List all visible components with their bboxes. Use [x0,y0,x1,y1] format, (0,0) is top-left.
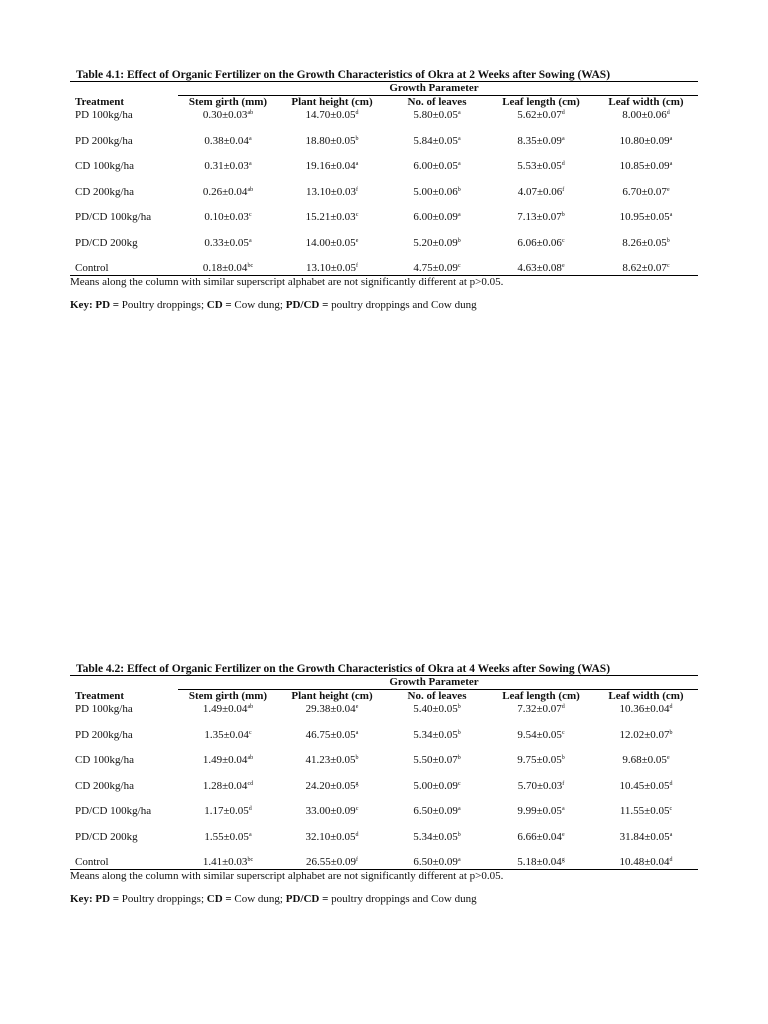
significance-letter: b [669,729,673,736]
value-cell [392,754,482,767]
significance-letter: e [666,755,670,761]
header-row [70,96,698,109]
significance-letter: d [561,110,565,116]
value-cell [392,703,482,716]
table-note: Means along the column with similar superscript alphabet are not significantly different at p>0.05. [70,870,504,882]
significance-letter: a [669,212,673,218]
table-caption: Table 4.2: Effect of Organic Fertilizer on the Growth Characteristics of Okra at 4 Weeks after Sowing (WAS) [76,663,611,675]
significance-letter: d [561,704,565,710]
value-cell [184,780,272,793]
value-cell [497,109,585,122]
cell-value: 4.75±0.09 [413,262,458,274]
cell-value: 4.07±0.06 [517,185,563,198]
significance-letter: d [355,831,359,838]
significance-letter: a [355,161,359,167]
significance-letter: d [669,857,673,863]
header-leaf-length: Leaf length (cm) [502,690,580,702]
cell-value: 0.33±0.05 [204,236,249,249]
cell-value: 14.70±0.05 [305,109,356,121]
cell-value: 10.48±0.04 [619,856,670,868]
table-note: Means along the column with similar superscript alphabet are not significantly different at p>0.05. [70,276,504,288]
value-cell [287,856,377,869]
value-cell [601,262,691,275]
cell-value: 1.49±0.04 [202,703,248,715]
table-row [70,186,698,212]
significance-letter: a [457,110,461,116]
treatment-cell: Control [75,262,109,274]
value-cell [497,729,585,742]
significance-letter: b [561,755,565,761]
significance-letter: b [457,186,461,193]
value-cell [497,703,585,716]
significance-letter: b [457,237,461,244]
significance-letter: c [561,237,565,244]
significance-letter: d [669,704,673,710]
significance-letter: e [561,263,565,269]
table-4-2-block [70,663,698,906]
value-cell [184,211,272,224]
value-cell [601,831,691,844]
significance-letter: g [355,780,359,787]
value-cell [601,754,691,767]
value-cell [184,703,272,716]
cell-value: 0.30±0.03 [202,109,248,121]
value-cell [287,237,377,250]
significance-letter: d [561,161,565,167]
table-row [70,729,698,755]
cell-value: 5.20±0.09 [413,236,458,249]
significance-letter: ab [247,755,254,761]
significance-letter: f [356,263,359,269]
table-row [70,703,698,729]
cell-value: 10.80±0.09 [619,134,670,147]
significance-letter: f [356,186,359,193]
significance-letter: a [457,806,461,812]
key-label-cd: CD = [206,893,232,905]
significance-letter: e [561,831,565,838]
cell-value: 1.35±0.04 [204,728,249,741]
value-cell [392,186,482,199]
value-cell [601,729,691,742]
cell-value: 5.80±0.05 [413,109,458,121]
significance-letter: b [457,704,461,710]
cell-value: 5.40±0.05 [413,703,458,715]
cell-value: 8.26±0.05 [622,236,667,249]
key-value-pd: Poultry droppings; [119,893,207,905]
cell-value: 1.28±0.04 [202,779,248,792]
value-cell [392,237,482,250]
value-cell [287,729,377,742]
cell-value: 6.06±0.06 [517,236,562,249]
value-cell [601,160,691,173]
value-cell [287,780,377,793]
significance-letter: a [355,729,359,736]
cell-value: 5.00±0.06 [413,185,458,198]
treatment-cell: Control [75,856,109,868]
value-cell [601,186,691,199]
value-cell [287,135,377,148]
table-row [70,211,698,237]
cell-value: 1.41±0.03 [202,856,248,868]
significance-letter: a [248,237,252,244]
table-key [70,893,698,906]
cell-value: 4.63±0.08 [517,262,562,274]
treatment-cell: CD 200kg/ha [75,185,134,198]
header-no-of-leaves: No. of leaves [407,96,467,108]
header-treatment: Treatment [75,96,125,108]
cell-value: 5.50±0.07 [413,754,458,766]
significance-letter: cd [247,780,254,787]
value-cell [184,831,272,844]
key-value-pd: Poultry droppings; [119,299,207,311]
significance-letter: b [355,755,359,761]
cell-value: 1.55±0.05 [204,830,249,843]
significance-letter: g [561,857,565,863]
significance-letter: c [669,806,673,812]
cell-value: 13.10±0.05 [305,262,357,274]
cell-value: 41.23±0.05 [305,754,356,766]
significance-letter: ab [247,704,254,710]
value-cell [497,805,585,818]
value-cell [184,729,272,742]
value-cell [392,729,482,742]
header-stem-girth: Stem girth (mm) [188,96,268,108]
significance-letter: f [562,780,565,787]
key-value-pdcd: poultry droppings and Cow dung [328,299,477,311]
value-cell [392,160,482,173]
significance-letter: c [457,780,461,787]
significance-letter: b [355,135,359,142]
value-cell [601,211,691,224]
value-cell [392,135,482,148]
table-caption: Table 4.1: Effect of Organic Fertilizer on the Growth Characteristics of Okra at 2 Weeks after Sowing (WAS) [76,69,611,81]
header-plant-height: Plant height (cm) [291,96,373,108]
cell-value: 7.32±0.07 [517,703,562,715]
significance-letter: b [457,755,461,761]
significance-letter: e [355,237,359,244]
significance-letter: e [666,186,670,193]
header-stem-girth: Stem girth (mm) [188,690,268,702]
cell-value: 8.62±0.07 [622,262,667,274]
cell-value: 5.53±0.05 [517,160,562,172]
significance-letter: a [248,161,252,167]
header-leaf-width: Leaf width (cm) [608,690,684,702]
significance-letter: b [666,237,670,244]
significance-letter: ab [247,110,254,116]
cell-value: 9.54±0.05 [517,728,562,741]
key-value-cd: Cow dung; [231,299,286,311]
value-cell [184,754,272,767]
value-cell [392,856,482,869]
value-cell [287,703,377,716]
cell-value: 18.80±0.05 [305,134,356,147]
value-cell [287,262,377,275]
table-row [70,780,698,806]
table-body [70,703,698,869]
value-cell [497,211,585,224]
significance-letter: a [457,857,461,863]
cell-value: 26.55±0.09 [305,856,357,868]
value-cell [287,186,377,199]
cell-value: 7.13±0.07 [517,211,562,223]
value-cell [287,805,377,818]
cell-value: 0.26±0.04 [202,185,248,198]
cell-value: 10.45±0.05 [619,779,670,792]
treatment-cell: CD 100kg/ha [75,160,134,172]
treatment-cell: PD/CD 200kg [75,236,138,249]
header-leaf-length: Leaf length (cm) [502,96,580,108]
significance-letter: c [666,263,670,269]
significance-letter: d [666,110,670,116]
value-cell [184,856,272,869]
value-cell [497,780,585,793]
value-cell [497,262,585,275]
cell-value: 0.18±0.04 [202,262,248,274]
cell-value: 8.00±0.06 [622,109,667,121]
significance-letter: a [457,212,461,218]
value-cell [184,186,272,199]
treatment-cell: PD 200kg/ha [75,134,133,147]
value-cell [497,754,585,767]
significance-letter: d [355,110,359,116]
key-label-cd: CD = [206,299,232,311]
cell-value: 9.68±0.05 [622,754,667,766]
value-cell [497,186,585,199]
table-4-1-block [70,69,698,312]
value-cell [392,831,482,844]
cell-value: 10.95±0.05 [619,211,670,223]
value-cell [287,754,377,767]
table-row [70,135,698,161]
value-cell [287,109,377,122]
key-label-pdcd: PD/CD = [285,893,329,905]
significance-letter: a [669,135,673,142]
key-value-pdcd: poultry droppings and Cow dung [328,893,477,905]
significance-letter: a [248,135,252,142]
value-cell [392,109,482,122]
cell-value: 1.49±0.04 [202,754,248,766]
cell-value: 15.21±0.03 [305,211,356,223]
group-header: Growth Parameter [389,82,479,94]
value-cell [184,805,272,818]
significance-letter: e [355,704,359,710]
cell-value: 10.85±0.09 [619,160,670,172]
table-row [70,831,698,857]
significance-letter: ab [247,186,254,193]
cell-value: 5.34±0.05 [413,728,458,741]
cell-value: 12.02±0.07 [619,728,670,741]
value-cell [601,703,691,716]
treatment-cell: CD 200kg/ha [75,779,134,792]
cell-value: 5.70±0.03 [517,779,563,792]
value-cell [601,805,691,818]
key-label-pd: Key: PD = [70,299,120,311]
significance-letter: a [457,161,461,167]
significance-letter: a [561,135,565,142]
table-row [70,754,698,780]
cell-value: 6.00±0.09 [413,211,458,223]
significance-letter: bc [247,263,254,269]
significance-letter: b [561,212,565,218]
value-cell [392,780,482,793]
value-cell [497,831,585,844]
significance-letter: d [248,806,252,812]
cell-value: 14.00±0.05 [305,236,356,249]
table-row [70,262,698,275]
cell-value: 5.62±0.07 [517,109,562,121]
cell-value: 29.38±0.04 [305,703,356,715]
significance-letter: a [248,831,252,838]
cell-value: 32.10±0.05 [305,830,356,843]
value-cell [184,160,272,173]
key-value-cd: Cow dung; [231,893,286,905]
header-leaf-width: Leaf width (cm) [608,96,684,108]
value-cell [601,856,691,869]
significance-letter: f [562,186,565,193]
cell-value: 9.75±0.05 [517,754,562,766]
cell-value: 5.18±0.04 [517,856,562,868]
cell-value: 19.16±0.04 [305,160,356,172]
value-cell [184,237,272,250]
treatment-cell: PD/CD 100kg/ha [75,805,152,817]
cell-value: 6.50±0.09 [413,805,458,817]
value-cell [287,211,377,224]
table-key [70,299,698,312]
cell-value: 5.84±0.05 [413,134,458,147]
cell-value: 33.00±0.09 [305,805,356,817]
cell-value: 31.84±0.05 [619,830,670,843]
cell-value: 8.35±0.09 [517,134,562,147]
header-no-of-leaves: No. of leaves [407,690,467,702]
table-row [70,856,698,869]
cell-value: 5.00±0.09 [413,779,458,792]
value-cell [601,109,691,122]
significance-letter: c [561,729,565,736]
table-row [70,109,698,135]
cell-value: 6.66±0.04 [517,830,562,843]
cell-value: 10.36±0.04 [619,703,670,715]
header-treatment: Treatment [75,690,125,702]
cell-value: 24.20±0.05 [305,779,356,792]
significance-letter: b [457,729,461,736]
value-cell [392,262,482,275]
treatment-cell: PD/CD 200kg [75,830,138,843]
value-cell [601,135,691,148]
key-label-pd: Key: PD = [70,893,120,905]
cell-value: 1.17±0.05 [204,805,249,817]
cell-value: 46.75±0.05 [305,728,356,741]
significance-letter: c [355,806,359,812]
value-cell [497,160,585,173]
cell-value: 6.50±0.09 [413,856,458,868]
header-row [70,690,698,703]
value-cell [287,831,377,844]
significance-letter: c [248,729,252,736]
significance-letter: f [356,857,359,863]
value-cell [601,237,691,250]
treatment-cell: CD 100kg/ha [75,754,134,766]
value-cell [601,780,691,793]
cell-value: 0.31±0.03 [204,160,249,172]
significance-letter: a [669,161,673,167]
treatment-cell: PD 200kg/ha [75,728,133,741]
value-cell [184,262,272,275]
significance-letter: b [457,831,461,838]
value-cell [392,805,482,818]
cell-value: 9.99±0.05 [517,805,562,817]
treatment-cell: PD/CD 100kg/ha [75,211,152,223]
significance-letter: bc [247,857,254,863]
significance-letter: c [355,212,359,218]
table-row [70,805,698,831]
cell-value: 6.00±0.05 [413,160,458,172]
cell-value: 11.55±0.05 [619,805,670,817]
significance-letter: d [669,780,673,787]
cell-value: 5.34±0.05 [413,830,458,843]
group-header: Growth Parameter [389,676,479,688]
cell-value: 0.10±0.03 [204,211,249,223]
value-cell [497,856,585,869]
value-cell [497,135,585,148]
significance-letter: a [561,806,565,812]
value-cell [392,211,482,224]
table-row [70,237,698,263]
value-cell [287,160,377,173]
value-cell [184,109,272,122]
cell-value: 6.70±0.07 [622,185,667,198]
significance-letter: c [457,263,461,269]
value-cell [497,237,585,250]
value-cell [184,135,272,148]
cell-value: 0.38±0.04 [204,134,249,147]
header-plant-height: Plant height (cm) [291,690,373,702]
cell-value: 13.10±0.03 [305,185,357,198]
key-label-pdcd: PD/CD = [285,299,329,311]
table-body [70,109,698,275]
significance-letter: c [248,212,252,218]
significance-letter: a [669,831,673,838]
treatment-cell: PD 100kg/ha [75,703,133,715]
table-row [70,160,698,186]
significance-letter: a [457,135,461,142]
treatment-cell: PD 100kg/ha [75,109,133,121]
